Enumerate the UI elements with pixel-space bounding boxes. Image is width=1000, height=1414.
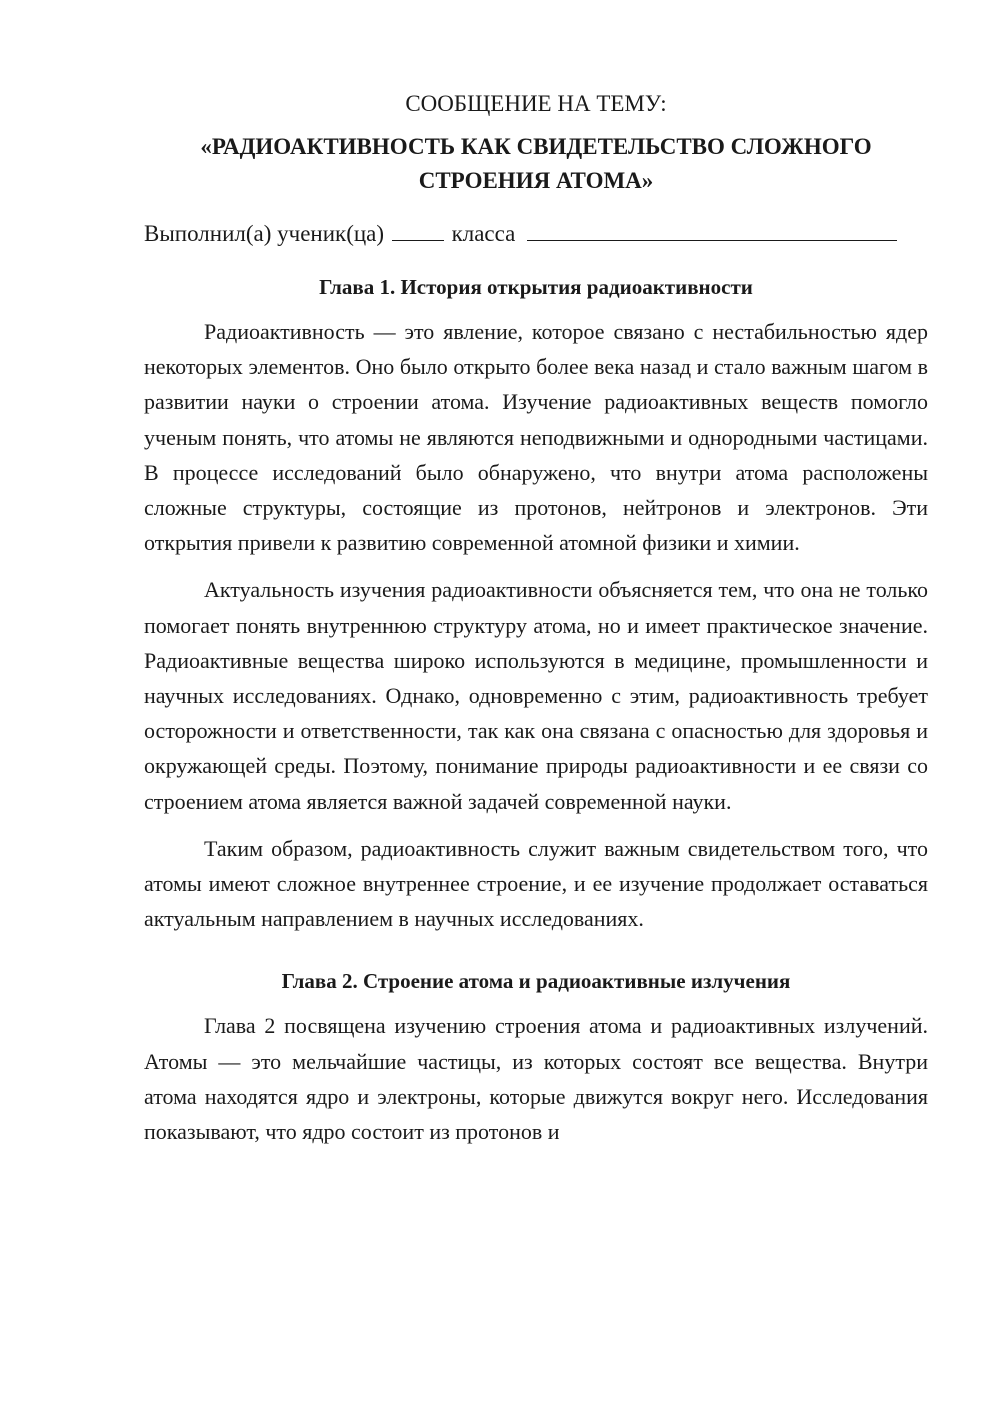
chapter-1-title: Глава 1. История открытия радиоактивности [319, 275, 753, 299]
chapter-2-title: Глава 2. Строение атома и радиоактивные излучения [281, 969, 791, 994]
report-title-line-1: «РАДИОАКТИВНОСТЬ КАК СВИДЕТЕЛЬСТВО СЛОЖНОГО [200, 134, 872, 159]
report-title-line-2: СТРОЕНИЯ АТОМА» [418, 168, 654, 193]
author-line [144, 218, 928, 250]
report-type-heading: СООБЩЕНИЕ НА ТЕМУ: [405, 91, 667, 116]
author-prefix: Выполнил(а) ученик(ца) [144, 221, 385, 246]
grade-blank [392, 220, 444, 241]
chapter-2-paragraph-1: Глава 2 посвящена изучению строения атома и радиоактивных излучений. Атомы — это мельчайшие частицы, из которых состоят все вещества. Внутри атома находятся ядро и электроны, которые движутся вокруг него. Исследования показывают, что ядро состоит из протонов и [144, 1013, 928, 1145]
chapter-1-paragraph-2: Актуальность изучения радиоактивности объясняется тем, что она не только помогает понять внутреннюю структуру атома, но и имеет практическое значение. Радиоактивные вещества широко используются в медицине, промышленности и научных исследованиях. Однако, одновременно с этим, радиоактивность требует осторожности и ответственности, так как она связана с опасностью для здоровья и окружающей среды. Поэтому, понимание природы радиоактивности и ее связи со строением атома является важной задачей современной науки. [144, 577, 928, 814]
document-page [144, 88, 928, 1149]
class-label: класса [451, 221, 516, 246]
chapter-1-paragraph-1: Радиоактивность — это явление, которое связано с нестабильностью ядер некоторых элементов. Оно было открыто более века назад и стало важным шагом в развитии науки о строении атома. Изучение радиоактивных веществ помогло ученым понять, что атомы не являются неподвижными и однородными частицами. В процессе исследований было обнаружено, что внутри атома расположены сложные структуры, состоящие из протонов, нейтронов и электронов. Эти открытия привели к развитию современной атомной физики и химии. [144, 319, 928, 556]
name-blank [527, 220, 897, 241]
chapter-1-paragraph-3: Таким образом, радиоактивность служит важным свидетельством того, что атомы имеют сложное внутреннее строение, и ее изучение продолжает оставаться актуальным направлением в научных исследованиях. [144, 835, 928, 932]
report-title [144, 130, 928, 198]
